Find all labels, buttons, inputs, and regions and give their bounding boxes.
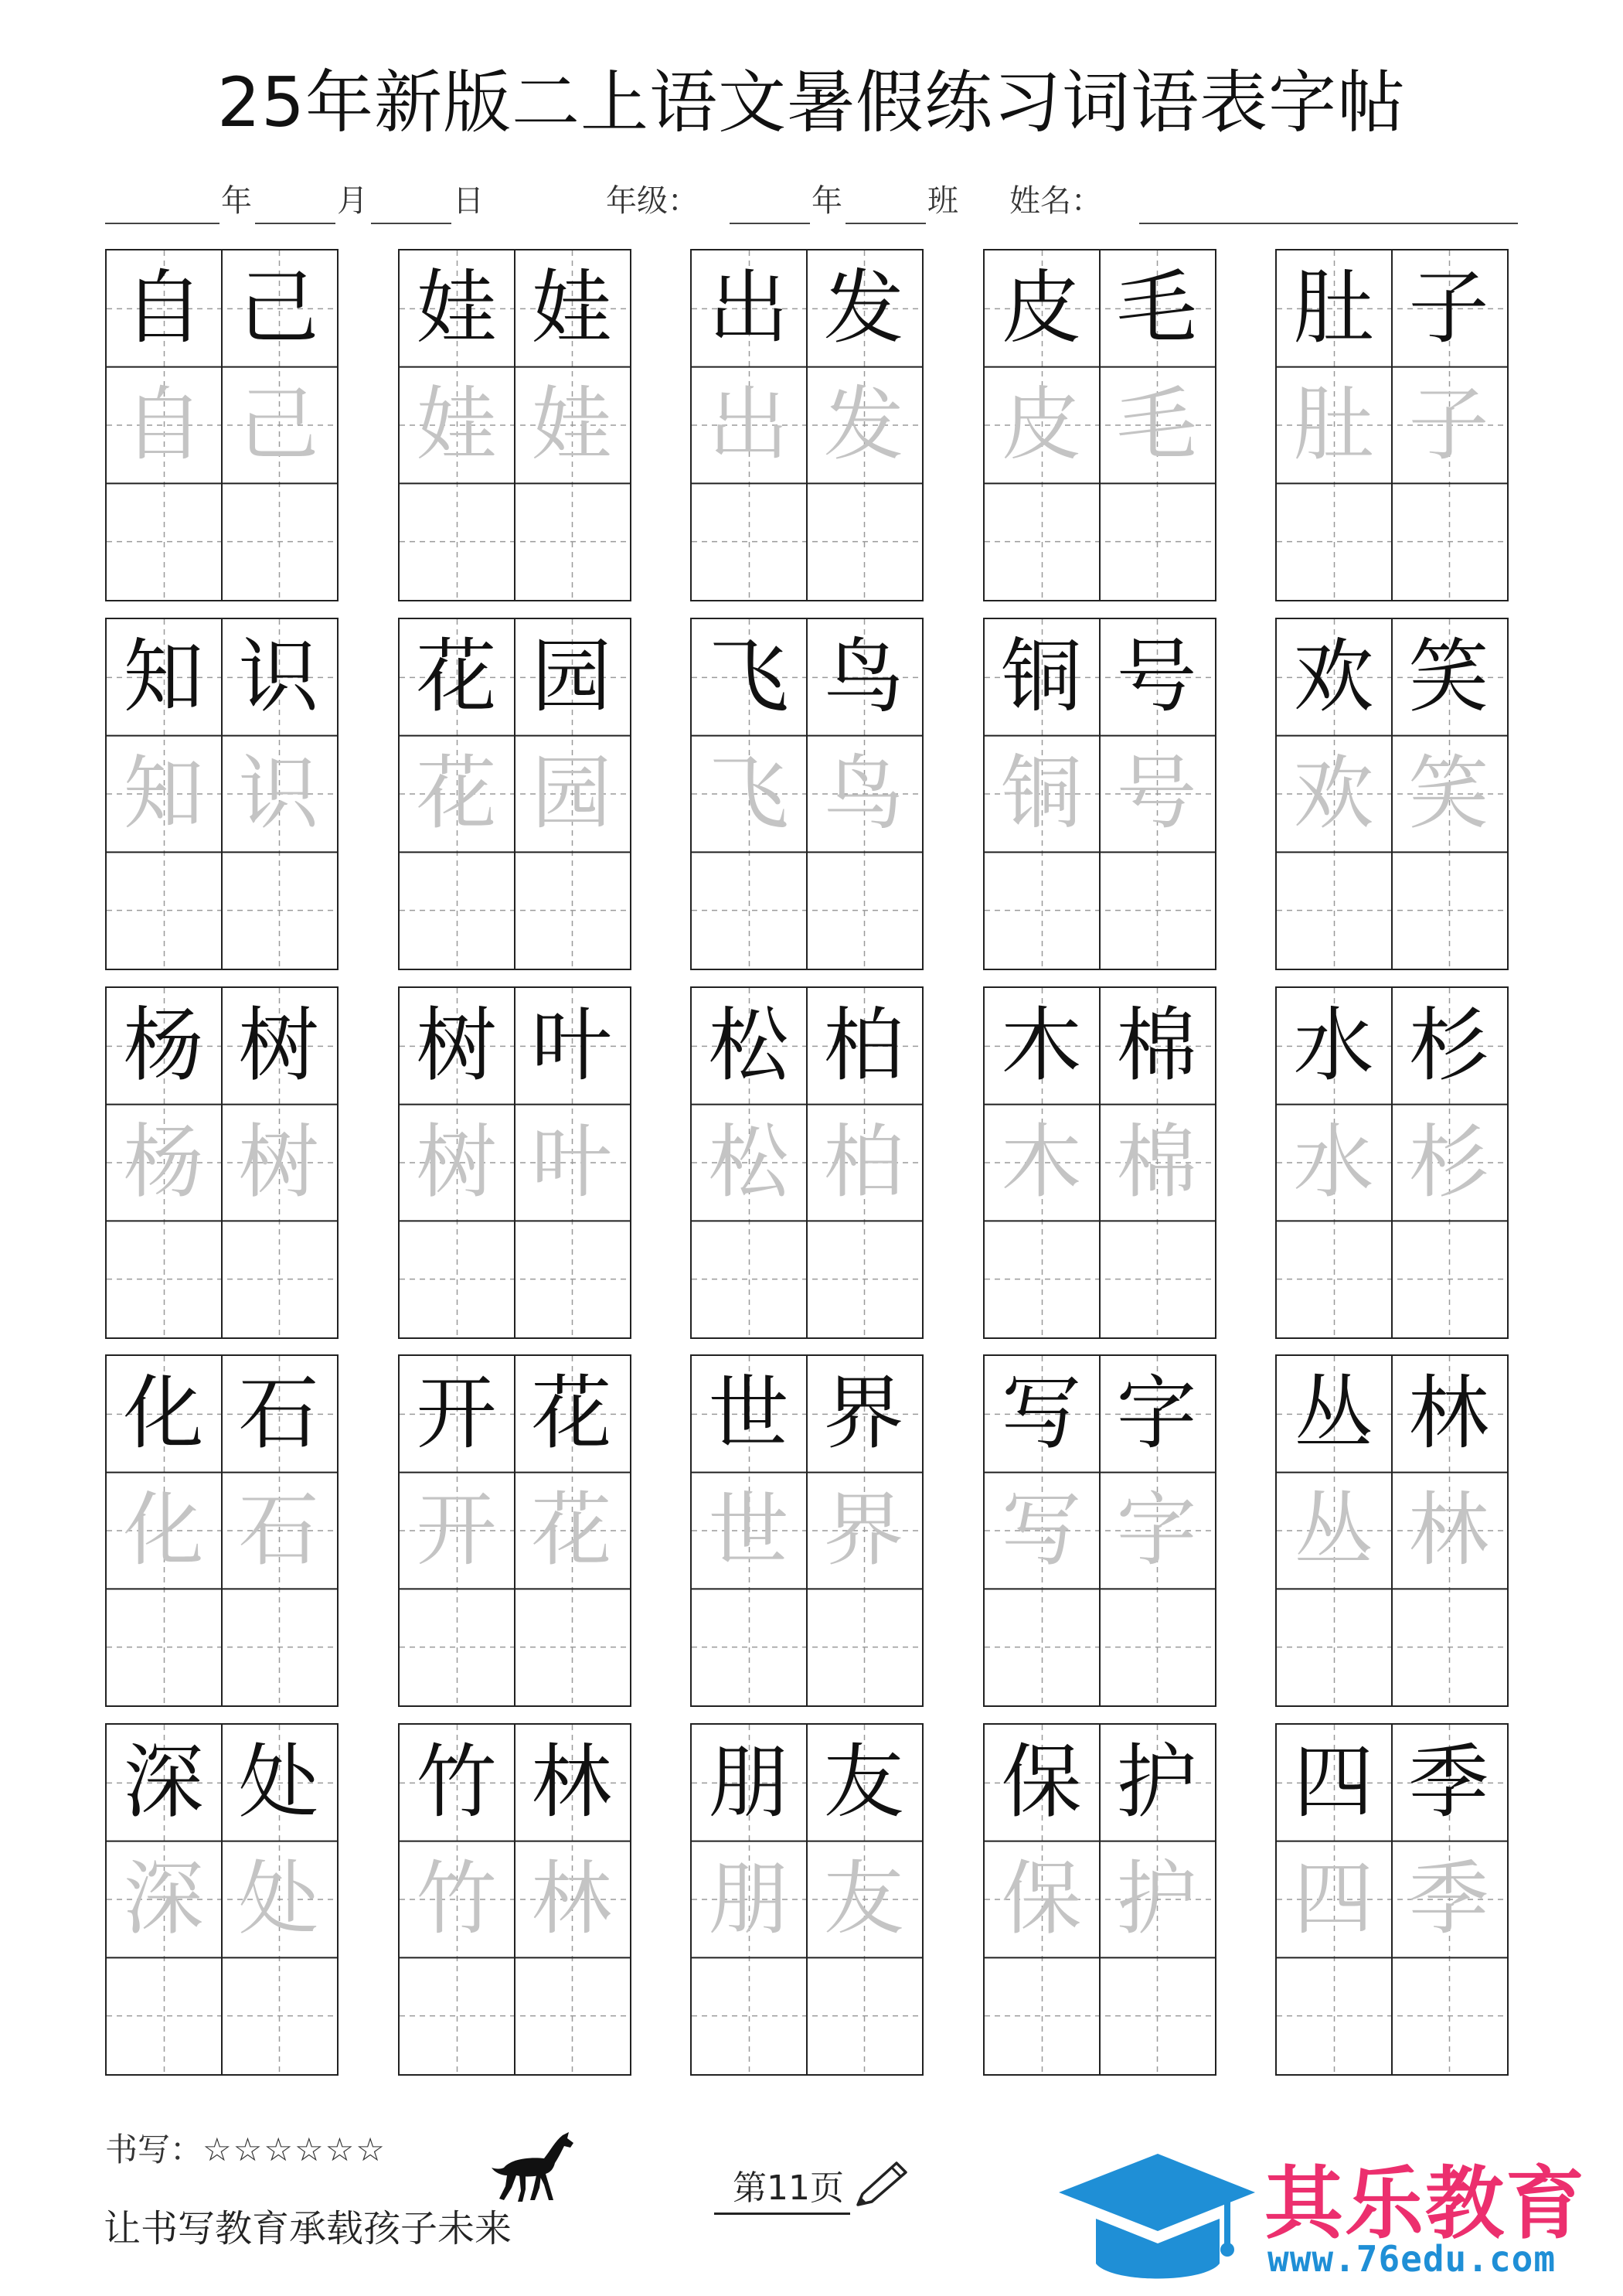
model-character: 花 [416,629,497,724]
trace-character: 花 [531,1482,612,1577]
model-character: 园 [531,629,612,724]
rating-stars[interactable]: ☆☆☆☆☆☆ [202,2131,386,2168]
model-character: 娃 [416,261,497,356]
word-card [398,1354,631,1707]
word-card [983,618,1216,970]
brand-name: 其乐教育 [1264,2158,1586,2250]
trace-character: 竹 [416,1851,497,1946]
trace-character: 飞 [708,745,789,840]
word-card [690,1723,924,2076]
model-character: 棉 [1116,998,1197,1093]
month-blank[interactable] [255,223,335,224]
model-character: 木 [1001,998,1082,1093]
model-character: 杉 [1408,998,1489,1093]
trace-character: 识 [238,745,319,840]
model-character: 林 [531,1735,612,1830]
model-character: 世 [708,1366,789,1461]
word-card [105,249,339,601]
trace-character: 保 [1001,1851,1082,1946]
writing-box[interactable] [1100,1589,1215,1705]
model-character: 处 [238,1735,319,1830]
writing-box[interactable] [985,852,1100,969]
model-character: 化 [123,1366,204,1461]
trace-character: 子 [1408,376,1489,472]
class-blank[interactable] [846,223,926,224]
word-card [690,1354,924,1707]
writing-box[interactable] [222,1221,337,1337]
writing-box[interactable] [400,1957,515,2074]
writing-box[interactable] [692,852,807,969]
word-card [1275,1723,1509,2076]
trace-character: 棉 [1116,1114,1197,1209]
model-character: 子 [1408,261,1489,356]
model-character: 毛 [1116,261,1197,356]
writing-box[interactable] [107,483,222,600]
model-character: 肚 [1293,261,1374,356]
page-title: 25年新版二上语文暑假练习词语表字帖 [217,63,1406,142]
writing-box[interactable] [400,483,515,600]
class-label: 班 [927,183,958,219]
model-character: 开 [416,1366,497,1461]
model-character: 己 [238,261,319,356]
trace-character: 季 [1408,1851,1489,1946]
trace-character: 石 [238,1482,319,1577]
trace-character: 欢 [1293,745,1374,840]
day-label: 日 [453,183,484,219]
trace-character: 化 [123,1482,204,1577]
trace-character: 娃 [531,376,612,472]
model-character: 字 [1116,1366,1197,1461]
trace-character: 叶 [531,1114,612,1209]
trace-character: 笑 [1408,745,1489,840]
writing-box[interactable] [807,483,922,600]
model-character: 号 [1116,629,1197,724]
writing-box[interactable] [400,1221,515,1337]
trace-character: 丛 [1293,1482,1374,1577]
word-card [983,1354,1216,1707]
word-card [983,249,1216,601]
info-line [105,179,1519,226]
model-character: 发 [823,261,904,356]
word-card [398,986,631,1339]
word-card [105,1354,339,1707]
writing-box[interactable] [1100,483,1215,600]
writing-box[interactable] [222,852,337,969]
writing-box[interactable] [1392,1221,1507,1337]
writing-box[interactable] [222,1957,337,2074]
word-card [105,1723,339,2076]
writing-box[interactable] [1277,852,1392,969]
writing-box[interactable] [1392,1957,1507,2074]
word-card [1275,618,1509,970]
writing-box[interactable] [1100,852,1215,969]
name-label: 姓名： [1009,183,1102,219]
writing-label: 书写： [105,2131,203,2168]
trace-character: 树 [416,1114,497,1209]
model-character: 松 [708,998,789,1093]
model-character: 鸟 [823,629,904,724]
model-character: 深 [123,1735,204,1830]
pen-icon [852,2157,914,2211]
writing-box[interactable] [107,852,222,969]
word-card [690,618,924,970]
writing-box[interactable] [515,1221,630,1337]
writing-box[interactable] [1392,1589,1507,1705]
trace-character: 树 [238,1114,319,1209]
trace-character: 水 [1293,1114,1374,1209]
model-character: 写 [1001,1366,1082,1461]
trace-character: 杉 [1408,1114,1489,1209]
writing-box[interactable] [1277,1221,1392,1337]
model-character: 知 [123,629,204,724]
model-character: 丛 [1293,1366,1374,1461]
writing-box[interactable] [400,852,515,969]
trace-character: 杨 [123,1114,204,1209]
trace-character: 花 [416,745,497,840]
model-character: 水 [1293,998,1374,1093]
trace-character: 四 [1293,1851,1374,1946]
model-character: 季 [1408,1735,1489,1830]
model-character: 叶 [531,998,612,1093]
trace-character: 柏 [823,1114,904,1209]
writing-box[interactable] [985,483,1100,600]
writing-box[interactable] [400,1589,515,1705]
model-character: 皮 [1001,261,1082,356]
word-card [983,1723,1216,2076]
model-character: 识 [238,629,319,724]
writing-box[interactable] [692,483,807,600]
model-character: 朋 [708,1735,789,1830]
model-character: 友 [823,1735,904,1830]
day-blank[interactable] [371,223,451,224]
writing-box[interactable] [515,1957,630,2074]
trace-character: 世 [708,1482,789,1577]
year-blank[interactable] [105,223,219,224]
trace-character: 自 [123,376,204,472]
model-character: 护 [1116,1735,1197,1830]
writing-box[interactable] [1277,483,1392,600]
word-card [690,986,924,1339]
trace-character: 号 [1116,745,1197,840]
word-card [1275,249,1509,601]
writing-box[interactable] [1100,1957,1215,2074]
writing-rating [105,2124,386,2171]
writing-box[interactable] [1392,852,1507,969]
year-label: 年 [221,183,252,219]
writing-box[interactable] [515,483,630,600]
trace-character: 界 [823,1482,904,1577]
trace-character: 处 [238,1851,319,1946]
grade-label: 年级： [606,183,699,219]
model-character: 自 [123,261,204,356]
trace-character: 林 [531,1851,612,1946]
model-character: 铜 [1001,629,1082,724]
writing-box[interactable] [515,852,630,969]
trace-character: 深 [123,1851,204,1946]
writing-box[interactable] [692,1957,807,2074]
word-card [105,618,339,970]
page-number: 第11页 [733,2168,844,2208]
word-card [690,249,924,601]
model-character: 界 [823,1366,904,1461]
trace-character: 毛 [1116,376,1197,472]
model-character: 竹 [416,1735,497,1830]
writing-box[interactable] [1277,1957,1392,2074]
trace-character: 松 [708,1114,789,1209]
trace-character: 林 [1408,1482,1489,1577]
model-character: 飞 [708,629,789,724]
model-character: 笑 [1408,629,1489,724]
trace-character: 友 [823,1851,904,1946]
model-character: 娃 [531,261,612,356]
trace-character: 知 [123,745,204,840]
writing-box[interactable] [107,1957,222,2074]
trace-character: 字 [1116,1482,1197,1577]
writing-box[interactable] [985,1957,1100,2074]
writing-box[interactable] [107,1589,222,1705]
writing-box[interactable] [1277,1589,1392,1705]
trace-character: 皮 [1001,376,1082,472]
model-character: 林 [1408,1366,1489,1461]
trace-character: 娃 [416,376,497,472]
writing-box[interactable] [985,1221,1100,1337]
writing-box[interactable] [107,1221,222,1337]
writing-box[interactable] [1100,1221,1215,1337]
slogan: 让书写教育承载孩子未来 [104,2207,512,2250]
word-card [105,986,339,1339]
word-card [1275,1354,1509,1707]
name-blank[interactable] [1139,223,1518,224]
writing-box[interactable] [807,852,922,969]
writing-box[interactable] [515,1589,630,1705]
trace-character: 发 [823,376,904,472]
trace-character: 己 [238,376,319,472]
page-underline [714,2213,850,2215]
word-card [398,618,631,970]
writing-box[interactable] [222,1589,337,1705]
trace-character: 开 [416,1482,497,1577]
model-character: 欢 [1293,629,1374,724]
model-character: 四 [1293,1735,1374,1830]
model-character: 出 [708,261,789,356]
trace-character: 铜 [1001,745,1082,840]
word-card [398,249,631,601]
model-character: 保 [1001,1735,1082,1830]
word-card [1275,986,1509,1339]
trace-character: 写 [1001,1482,1082,1577]
model-character: 柏 [823,998,904,1093]
trace-character: 木 [1001,1114,1082,1209]
horse-icon [488,2127,580,2205]
trace-character: 鸟 [823,745,904,840]
trace-character: 出 [708,376,789,472]
writing-box[interactable] [807,1589,922,1705]
model-character: 花 [531,1366,612,1461]
writing-box[interactable] [1392,483,1507,600]
writing-box[interactable] [692,1589,807,1705]
brand-url[interactable]: www.76edu.com [1267,2238,1557,2280]
trace-character: 护 [1116,1851,1197,1946]
word-card [398,1723,631,2076]
trace-character: 园 [531,745,612,840]
model-character: 树 [416,998,497,1093]
trace-character: 肚 [1293,376,1374,472]
grade-year-label: 年 [812,183,842,219]
model-character: 树 [238,998,319,1093]
writing-box[interactable] [692,1221,807,1337]
trace-character: 朋 [708,1851,789,1946]
writing-box[interactable] [222,483,337,600]
graduation-cap-icon [1056,2148,1258,2290]
model-character: 杨 [123,998,204,1093]
writing-box[interactable] [807,1957,922,2074]
word-card [983,986,1216,1339]
writing-box[interactable] [985,1589,1100,1705]
model-character: 石 [238,1366,319,1461]
writing-box[interactable] [807,1221,922,1337]
month-label: 月 [337,183,368,219]
grade-blank[interactable] [730,223,810,224]
